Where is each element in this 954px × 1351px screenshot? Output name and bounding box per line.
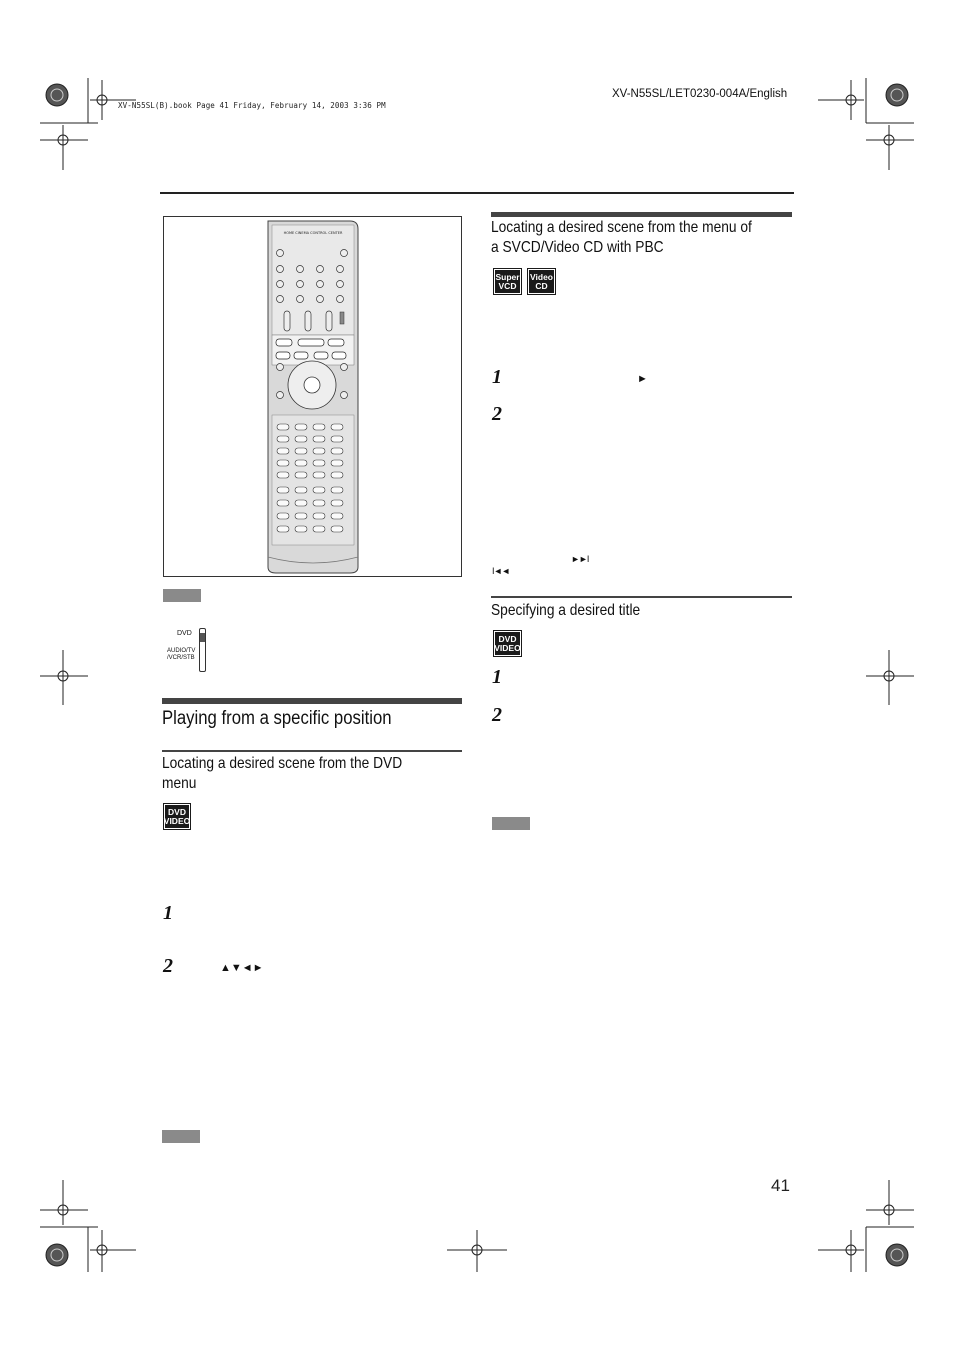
remote-title: HOME CINEMA CONTROL CENTER bbox=[283, 231, 343, 235]
svcd-subsection-title-line1: Locating a desired scene from the menu of bbox=[491, 219, 752, 236]
svcd-subsection-title-line2: a SVCD/Video CD with PBC bbox=[491, 239, 664, 256]
subsection-bar bbox=[491, 212, 792, 217]
switch-label-vcr-stb: /VCR/STB bbox=[167, 655, 195, 661]
dvd-video-badge bbox=[493, 630, 522, 657]
title-step-1-number: 1 bbox=[492, 666, 502, 688]
section-title: Playing from a specific position bbox=[162, 708, 392, 729]
title-subsection-heading: Specifying a desired title bbox=[491, 602, 641, 619]
remote-figure bbox=[163, 216, 462, 577]
badge-text-video: VIDEO bbox=[494, 642, 521, 653]
badge-text-video: VIDEO bbox=[163, 815, 191, 826]
badge-text-vcd: VCD bbox=[498, 280, 517, 291]
subsection-title-line1: Locating a desired scene from the DVD bbox=[162, 755, 403, 772]
subsection-title-line2: menu bbox=[162, 775, 197, 792]
badge-text-dvd: DVD bbox=[168, 806, 186, 817]
selector-switch-figure bbox=[167, 628, 213, 674]
note-label-box bbox=[163, 589, 201, 602]
title-subsection-rule bbox=[491, 596, 792, 598]
next-track-icon: ►►I bbox=[571, 554, 589, 564]
super-vcd-badge bbox=[493, 268, 522, 295]
switch-label-dvd: DVD bbox=[177, 630, 192, 637]
switch-label-audio-tv: AUDIO/TV bbox=[167, 648, 196, 654]
previous-track-icon: I◄◄ bbox=[492, 566, 510, 576]
section-bar bbox=[162, 698, 462, 704]
cursor-arrows-icon: ▲▼◄► bbox=[220, 962, 264, 974]
top-rule bbox=[160, 192, 794, 194]
header-file-info: XV-N55SL(B).book Page 41 Friday, February 14, 2003 3:36 PM bbox=[118, 101, 386, 110]
dvd-video-badge bbox=[163, 803, 191, 830]
badge-text-video: Video bbox=[530, 271, 553, 282]
svcd-step-2-number: 2 bbox=[492, 403, 502, 425]
svcd-step-1-number: 1 bbox=[492, 366, 502, 388]
header-model-code: XV-N55SL/LET0230-004A/English bbox=[612, 88, 788, 100]
step-1-number: 1 bbox=[163, 902, 173, 924]
badge-text-super: Super bbox=[495, 271, 520, 282]
remote-control-illustration bbox=[164, 217, 461, 576]
note-label-box bbox=[492, 817, 530, 830]
page-number: 41 bbox=[771, 1176, 790, 1195]
title-step-2-number: 2 bbox=[492, 704, 502, 726]
subsection-rule bbox=[162, 750, 462, 752]
step-2-number: 2 bbox=[163, 955, 173, 977]
badge-text-cd: CD bbox=[535, 280, 548, 291]
switch-slot bbox=[199, 628, 206, 672]
badge-text-dvd: DVD bbox=[498, 633, 517, 644]
play-arrow-icon: ► bbox=[637, 373, 648, 385]
note-label-box bbox=[162, 1130, 200, 1143]
video-cd-badge bbox=[527, 268, 556, 295]
